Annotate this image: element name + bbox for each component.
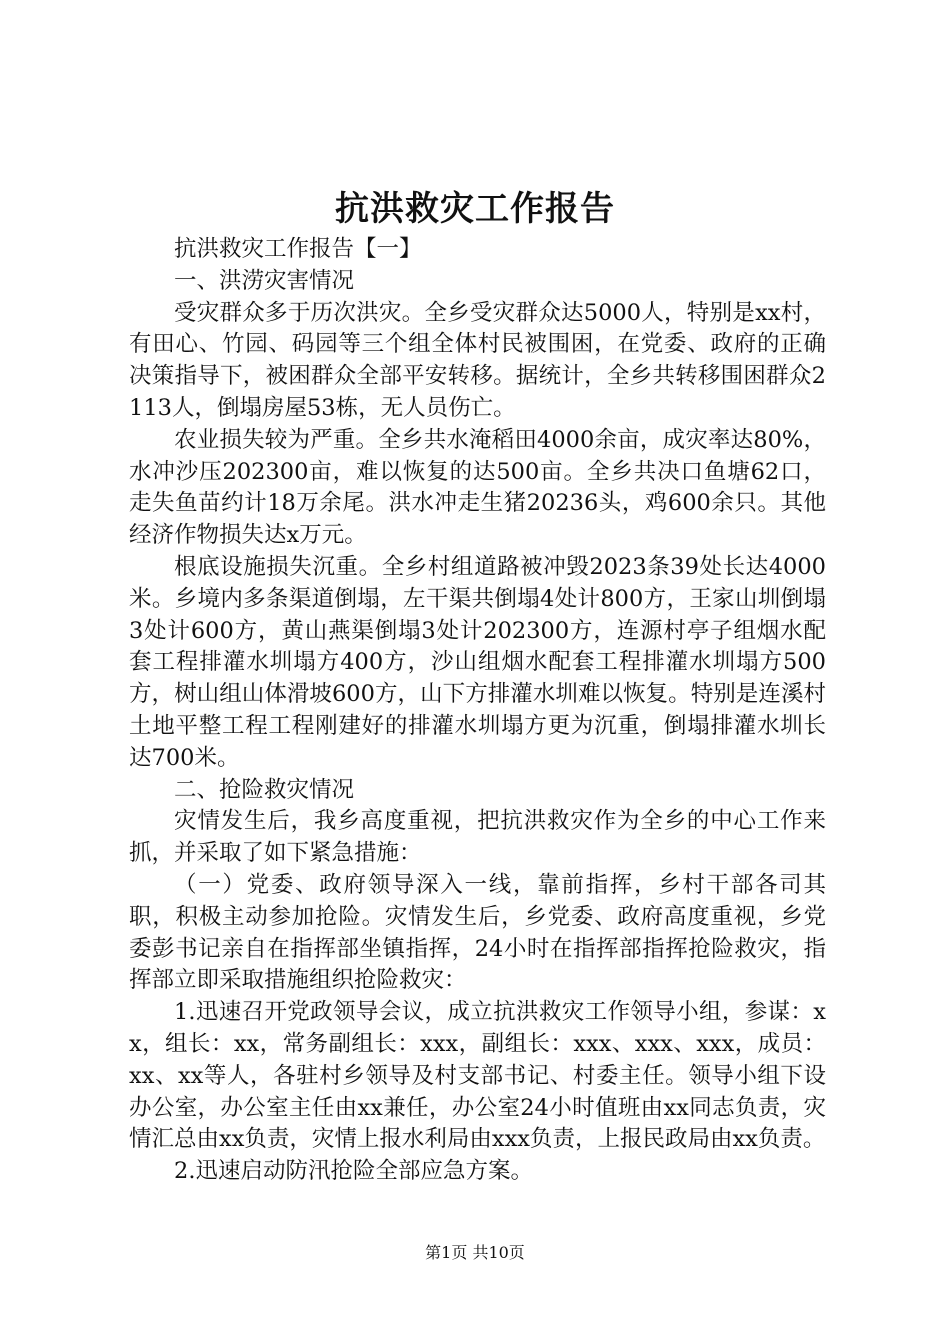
page-number: 第1页 共10页 — [425, 1243, 525, 1262]
paragraph-infrastructure-loss: 根底设施损失沉重。全乡村组道路被冲毁2023条39处长达4000米。乡境内多条渠道倒塌，左干渠共倒塌4处计800方，王家山圳倒塌3处计600方，黄山燕渠倒塌3处计202300方，连源村亭子组烟水配套工程排灌水圳塌方400方，沙山组烟水配套工程排灌水圳塌方500方，树山组山体滑坡600方，山下方排灌水圳难以恢复。特别是连溪村土地平整工程工程刚建好的排灌水圳塌方更为沉重，倒塌排灌水圳长达700米。 — [129, 553, 826, 771]
document-body — [129, 234, 826, 1188]
document-title: 抗洪救灾工作报告 — [335, 189, 615, 229]
paragraph-agriculture-loss: 农业损失较为严重。全乡共水淹稻田4000余亩，成灾率达80%，水冲沙压202300亩，难以恢复的达500亩。全乡共决口鱼塘62口，走失鱼苗约计18万余尾。洪水冲走生猪20236头，鸡600余只。其他经济作物损失达x万元。 — [129, 426, 826, 549]
section-heading-flood-disaster: 一、洪涝灾害情况 — [174, 267, 355, 294]
paragraph-item-2: 2.迅速启动防汛抢险全部应急方案。 — [174, 1158, 533, 1185]
section-heading-rescue: 二、抢险救灾情况 — [174, 776, 355, 803]
paragraph-item-1: 1.迅速召开党政领导会议，成立抗洪救灾工作领导小组，参谋：xx，组长：xx，常务副组长：xxx，副组长：xxx、xxx、xxx，成员：xx、xx等人，各驻村乡领导及村支部书记、村委主任。领导小组下设办公室，办公室主任由xx兼任，办公室24小时值班由xx同志负责，灾情汇总由xx负责，灾情上报水利局由xxx负责，上报民政局由xx负责。 — [129, 999, 826, 1153]
paragraph-measures-intro: 灾情发生后，我乡高度重视，把抗洪救灾作为全乡的中心工作来抓，并采取了如下紧急措施： — [129, 808, 826, 867]
paragraph-leadership: （一）党委、政府领导深入一线，靠前指挥，乡村干部各司其职，积极主动参加抢险。灾情发生后，乡党委、政府高度重视，乡党委彭书记亲自在指挥部坐镇指挥，24小时在指挥部指挥抢险救灾，指挥部立即采取措施组织抢险救灾： — [129, 871, 826, 994]
paragraph-affected-people: 受灾群众多于历次洪灾。全乡受灾群众达5000人，特别是xx村，有田心、竹园、码园等三个组全体村民被围困，在党委、政府的正确决策指导下，被困群众全部平安转移。据统计，全乡共转移围困群众2113人，倒塌房屋53栋，无人员伤亡。 — [129, 299, 826, 421]
section-subtitle: 抗洪救灾工作报告【一】 — [174, 236, 422, 262]
